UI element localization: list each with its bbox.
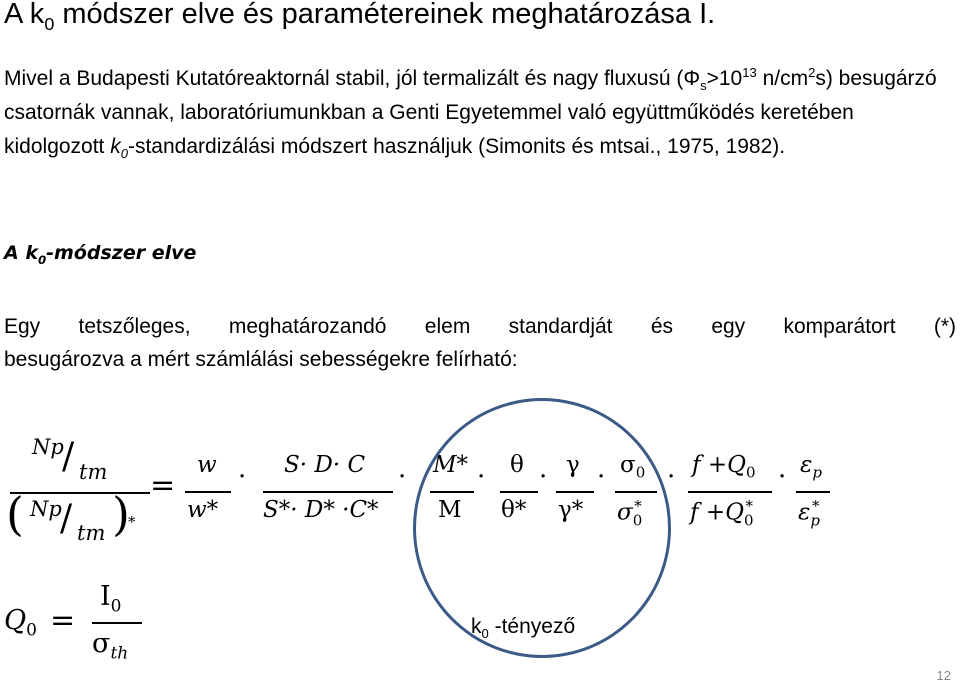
para2-line1: Egy tetszőleges, meghatározandó elem standardját és egy komparátort (*) xyxy=(4,315,956,338)
lhs-close-paren: ) xyxy=(112,487,130,541)
definition-paragraph xyxy=(4,310,956,376)
eps-num: $\varepsilon_p$ xyxy=(800,452,822,482)
sigma-den: $\sigma_0^*$ xyxy=(617,497,643,530)
q0-bar xyxy=(92,622,142,624)
dot-1: · xyxy=(238,462,247,492)
slide-title xyxy=(4,0,715,35)
para1-a: Mivel a Budapesti Kutatóreaktornál stabil, jól termalizált és nagy fluxusú (Φ xyxy=(4,67,701,90)
lhs-den-tm: tm xyxy=(77,521,106,545)
page-number: 12 xyxy=(936,668,951,683)
title-prefix: A k xyxy=(4,0,45,30)
para1-d: s) besugárzó csatornák vannak, laboratóriumunkban a Genti Egyetemmel való együttműködés keretében kidolgozott xyxy=(4,67,937,158)
dot-3: · xyxy=(477,462,486,492)
para1-c: n/cm xyxy=(762,67,809,90)
para1-a-sub: s xyxy=(700,78,707,94)
lhs-star: * xyxy=(128,513,136,531)
heading-sub: 0 xyxy=(37,252,47,267)
lhs-num-np: Np xyxy=(32,435,64,459)
sigma-num: $\sigma_0$ xyxy=(620,452,646,482)
gamma-num: γ xyxy=(566,452,580,478)
para1-k: k xyxy=(110,135,121,158)
eps-bar xyxy=(796,491,830,493)
lhs-den-np: Np xyxy=(30,497,62,521)
k0-factor-label: $k_0$ -tényező xyxy=(471,615,576,642)
sdc-den: S*· D* ·C* xyxy=(263,497,379,523)
q0-equals: = xyxy=(50,603,76,638)
para1-c-sup: 2 xyxy=(808,65,816,80)
heading-b: -módszer elve xyxy=(46,242,197,264)
eps-den: $\varepsilon_p^*$ xyxy=(798,497,820,530)
fq-num: $f +Q_0$ xyxy=(692,452,756,482)
dot-5: · xyxy=(597,462,606,492)
intro-paragraph xyxy=(4,62,959,164)
q0-den: $\sigma_{th}$ xyxy=(92,628,129,664)
lhs-num-tm: tm xyxy=(79,460,108,484)
fq-bar xyxy=(688,491,772,493)
fq-den: $f +Q_0^*$ xyxy=(690,497,754,530)
q0-lhs: $Q_0$ xyxy=(4,605,37,641)
equals-sign: = xyxy=(150,468,176,503)
dot-7: · xyxy=(778,462,787,492)
para2-line2: besugározva a mért számlálási sebességekre felírható: xyxy=(4,348,518,371)
sdc-bar xyxy=(263,491,393,493)
q0-num: $I_0$ xyxy=(100,581,122,617)
w-bar xyxy=(185,491,231,493)
para1-e: -standardizálási módszert használjuk (Simonits és mtsai., 1975, 1982). xyxy=(127,135,786,158)
lhs-open-paren: ( xyxy=(6,487,24,541)
heading-a: A k xyxy=(4,242,38,264)
gamma-den: γ* xyxy=(558,497,584,523)
theta-den: θ* xyxy=(501,497,527,523)
dot-6: · xyxy=(667,462,676,492)
para1-k-sub: 0 xyxy=(120,146,128,162)
title-subscript: 0 xyxy=(44,13,55,34)
para1-b: >10 xyxy=(706,67,743,90)
title-rest: módszer elve és paramétereinek meghatározása I. xyxy=(54,0,716,30)
lhs-num-slash: / xyxy=(62,436,75,477)
w-den: w* xyxy=(187,497,219,523)
lhs-den-slash: / xyxy=(60,498,73,539)
dot-2: · xyxy=(398,462,407,492)
w-num: w xyxy=(197,452,217,478)
dot-4: · xyxy=(539,462,548,492)
para1-b-sup: 13 xyxy=(742,65,757,80)
theta-num: θ xyxy=(510,452,524,478)
section-heading xyxy=(4,242,196,267)
sdc-num: S· D· C xyxy=(284,452,366,478)
m-den: M xyxy=(438,497,462,523)
m-num: M* xyxy=(433,452,469,478)
